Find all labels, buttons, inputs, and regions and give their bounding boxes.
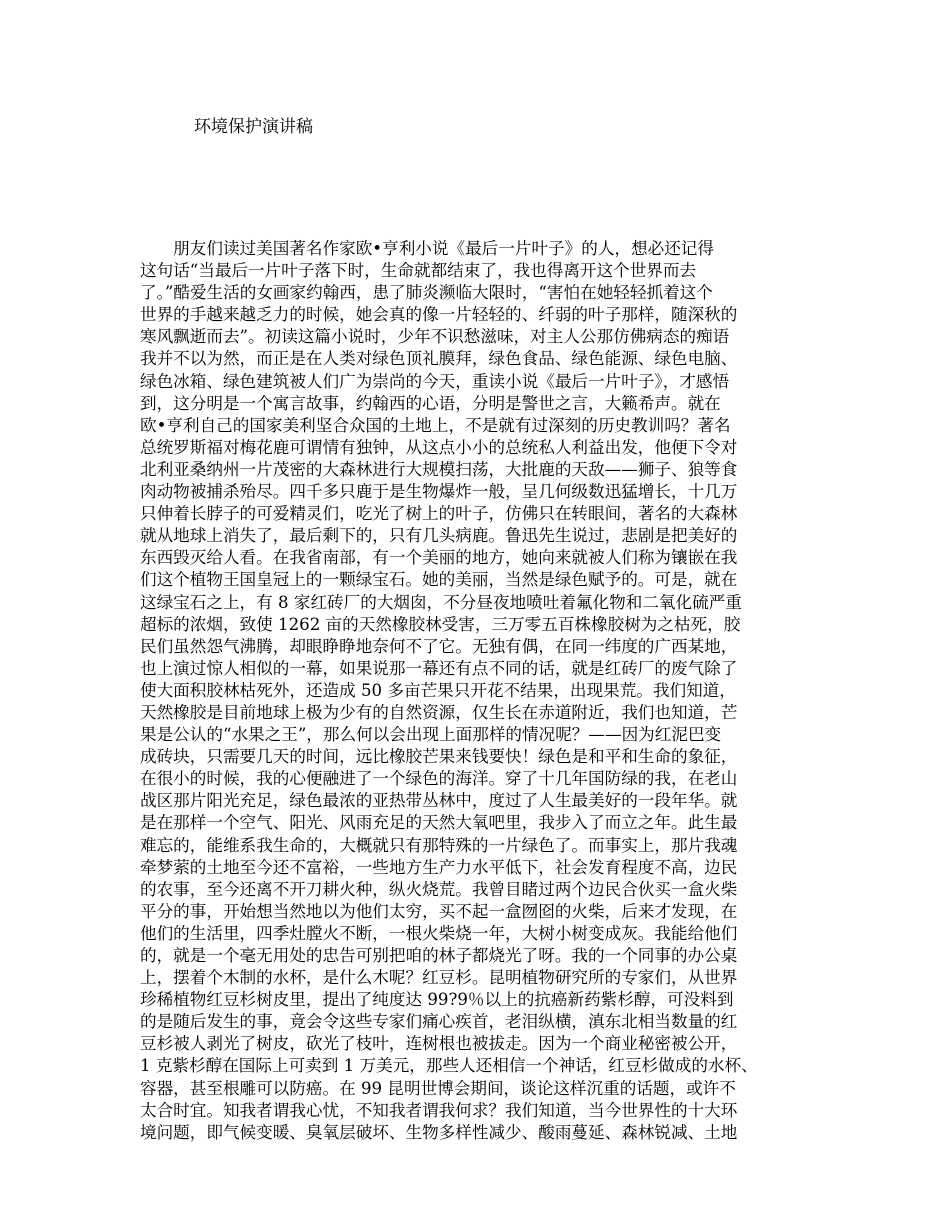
text-line: 也上演过惊人相似的一幕，如果说那一幕还有点不同的话，就是红砖厂的废气除了 [140,658,738,678]
text-line: 们这个植物王国皇冠上的一颗绿宝石。她的美丽，当然是绿色赋予的。可是，就在 [140,570,738,590]
text-line: 战区那片阳光充足，绿色最浓的亚热带丛林中，度过了人生最美好的一段年华。就 [140,791,738,811]
text-line: 绿色冰箱、绿色建筑被人们广为崇尚的今天，重读小说《最后一片叶子》，才感悟 [140,371,730,391]
text-line: 1 克紫杉醇在国际上可卖到 1 万美元，那些人还相信一个神话，红豆杉做成的水杯、 [140,1056,758,1076]
text-line: 他们的生活里，四季灶膛火不断，一根火柴烧一年，大树小树变成灰。我能给他们 [140,923,738,943]
text-line: 朋友们读过美国著名作家欧•亨利小说《最后一片叶子》的人，想必还记得 [140,239,714,258]
text-line: 上，摆着个木制的水杯，是什么木呢？红豆杉。昆明植物研究所的专家们，从世界 [140,968,738,988]
text-line: 使大面积胶林枯死外，还造成 50 多亩芒果只开花不结果，出现果荒。我们知道， [140,680,736,700]
text-line: 总统罗斯福对梅花鹿可谓情有独钟，从这点小小的总统私人利益出发，他便下令对 [140,437,738,457]
speech-body [140,238,815,1144]
text-line: 在很小的时候，我的心便融进了一个绿色的海洋。穿了十几年国防绿的我，在老山 [140,769,738,789]
text-line: 我并不以为然，而正是在人类对绿色顶礼膜拜，绿色食品、绿色能源、绿色电脑、 [140,349,738,369]
text-line: 这句话“当最后一片叶子落下时，生命就都结束了，我也得离开这个世界而去 [140,261,697,281]
text-line: 的，就是一个毫无用处的忠告可别把咱的林子都烧光了呀。我的一个同事的办公桌 [140,946,738,965]
text-line: 容器，甚至根雕可以防癌。在 99 昆明世博会期间，谈论这样沉重的话题，或许不 [140,1078,736,1098]
text-line: 成砖块，只需要几天的时间，远比橡胶芒果来钱要快！绿色是和平和生命的象征， [140,747,738,767]
text-line: 珍稀植物红豆杉树皮里，提出了纯度达 99?9％以上的抗癌新药紫杉醇，可没料到 [140,990,734,1010]
text-line: 到，这分明是一个寓言故事，约翰西的心语，分明是警世之言，大籁希声。就在 [140,393,721,413]
text-line: 果是公认的“水果之王”，那么何以会出现上面那样的情况呢？——因为红泥巴变 [140,725,722,745]
text-line: 的是随后发生的事，竟会令这些专家们痛心疾首，老泪纵横，滇东北相当数量的红 [140,1012,738,1032]
text-line: 难忘的，能维系我生命的，大概就只有那特殊的一片绿色了。而事实上，那片我魂 [140,835,738,855]
text-line: 太合时宜。知我者谓我心忧，不知我者谓我何求？我们知道，当今世界性的十大环 [140,1100,738,1120]
text-line: 平分的事，开始想当然地以为他们太穷，买不起一盒囫囵的火柴，后来才发现，在 [140,901,738,921]
text-line: 这绿宝石之上，有 8 家红砖厂的大烟囱，不分昼夜地喷吐着氟化物和二氧化硫严重 [140,592,742,612]
text-line: 肉动物被捕杀殆尽。四千多只鹿于是生物爆炸一般，呈几何级数迅猛增长，十几万 [140,482,738,502]
page-title: 环境保护演讲稿 [194,117,313,137]
text-line: 的农事，至今还离不开刀耕火种，纵火烧荒。我曾目睹过两个边民合伙买一盒火柴 [140,879,738,899]
text-line: 是在那样一个空气、阳光、风雨充足的天然大氧吧里，我步入了而立之年。此生最 [140,813,738,833]
text-line: 超标的浓烟，致使 1262 亩的天然橡胶林受害，三万零五百株橡胶树为之枯死，胶 [140,614,741,634]
text-line: 牵梦萦的土地至今还不富裕，一些地方生产力水平低下，社会发育程度不高，边民 [140,857,738,877]
text-line: 豆杉被人剥光了树皮，砍光了枝叶，连树根也被拔走。因为一个商业秘密被公开， [140,1034,738,1054]
text-line: 欧•亨利自己的国家美利坚合众国的土地上，不是就有过深刻的历史教训吗？著名 [140,415,731,435]
text-line: 北利亚桑纳州一片茂密的大森林进行大规模扫荡，大批鹿的天敌——狮子、狼等食 [140,459,738,479]
text-line: 世界的手越来越乏力的时候，她会真的像一片轻轻的、纤弱的叶子那样，随深秋的 [140,305,738,325]
text-line: 了。”酷爱生活的女画家约翰西，患了肺炎濒临大限时，“害怕在她轻轻抓着这个 [140,283,713,303]
text-line: 寒风飘逝而去”。初读这篇小说时，少年不识愁滋味，对主人公那仿佛病态的痴语 [140,327,730,347]
text-line: 东西毁灭给人看。在我省南部，有一个美丽的地方，她向来就被人们称为镶嵌在我 [140,548,738,568]
text-line: 境问题，即气候变暖、臭氧层破坏、生物多样性减少、酸雨蔓延、森林锐减、土地 [140,1122,738,1142]
text-line: 只伸着长脖子的可爱精灵们，吃光了树上的叶子，仿佛只在转眼间，著名的大森林 [140,504,738,524]
text-line: 天然橡胶是目前地球上极为少有的自然资源，仅生长在赤道附近，我们也知道，芒 [140,702,738,722]
text-line: 民们虽然怨气沸腾，却眼睁睁地奈何不了它。无独有偶，在同一纬度的广西某地， [140,636,738,656]
text-line: 就从地球上消失了，最后剩下的，只有几头病鹿。鲁迅先生说过，悲剧是把美好的 [140,526,738,546]
